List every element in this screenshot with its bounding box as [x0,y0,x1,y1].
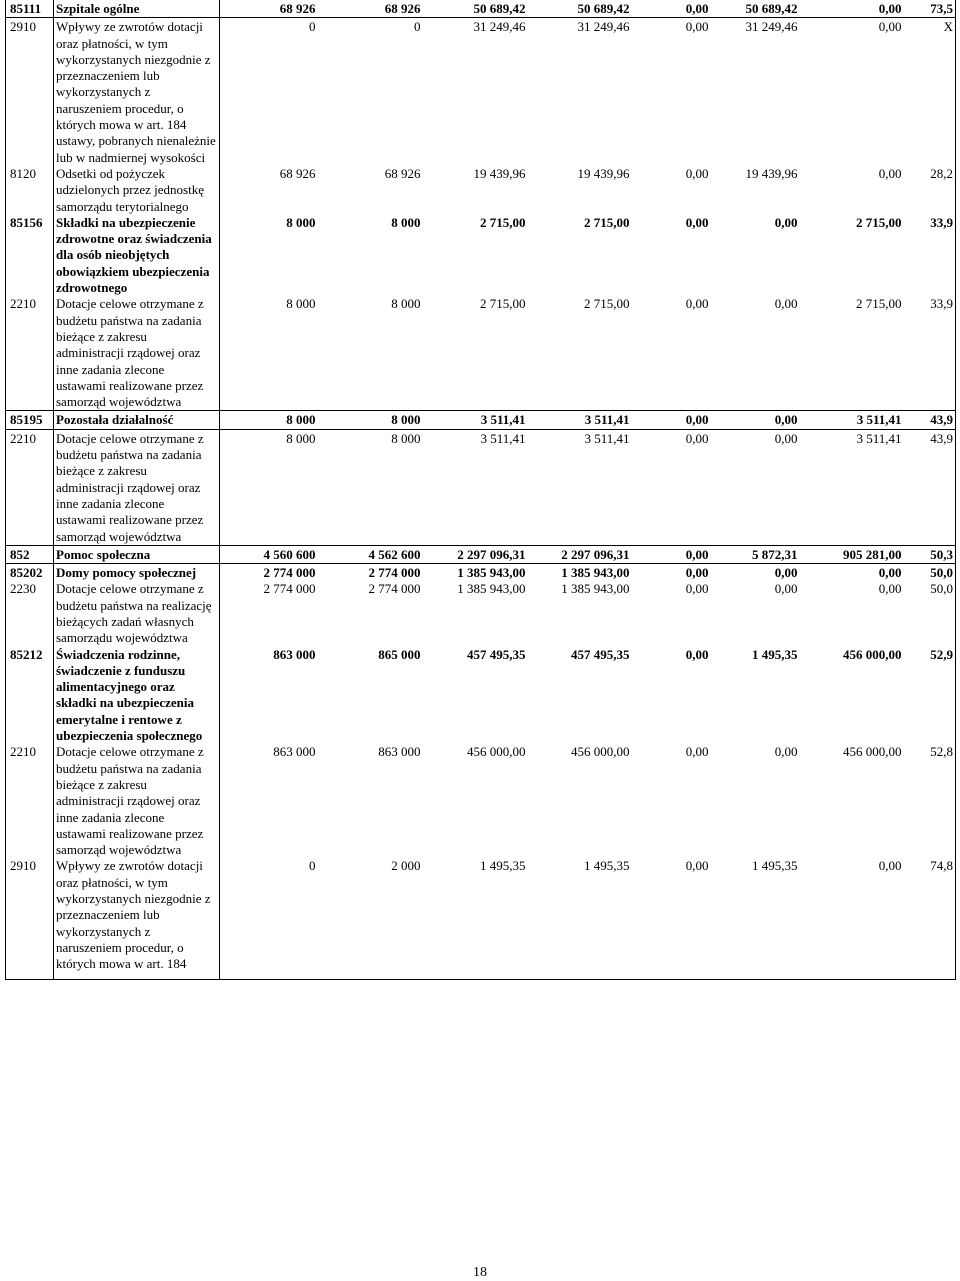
classification-code: 2210 [6,296,54,411]
classification-code: 85212 [6,647,54,745]
amount-cell: 0,00 [774,296,798,312]
amount-cell: 3 511,41 [423,429,528,545]
budget-document [5,0,955,980]
amount-cell: 8 000 [318,429,423,545]
amount-cell: 0,00 [774,581,798,597]
amount-cell: 0,00 [685,1,709,16]
amount-cell: 0,00 [685,214,709,230]
amount-cell: 52,8 [904,744,956,858]
amount-cell: 68 926 [279,165,316,181]
amount-cell: 50,3 [904,545,956,563]
classification-code: 2230 [6,581,54,646]
amount-cell: 8 000 [220,411,318,429]
amount-cell: 863 000 [378,744,421,760]
classification-code: 2910 [6,18,54,166]
amount-cell: 68 926 [384,165,421,181]
amount-cell: 2 000 [391,858,421,874]
classification-code: 85156 [6,215,54,296]
amount-cell: 2 774 000 [263,581,316,597]
amount-cell: 863 000 [273,744,316,760]
amount-cell: 4 560 600 [220,545,318,563]
item-description: Wpływy ze zwrotów dotacji oraz płatności, w tym wykorzystanych niezgodnie z przeznaczeniem lub wykorzystanych z naruszeniem procedur, o których mowa w art. 184 [54,858,220,972]
amount-cell: 2 715,00 [584,296,630,312]
amount-cell: 2 297 096,31 [423,545,528,563]
amount-cell: 0,00 [711,564,800,582]
amount-cell: 0,00 [774,744,798,760]
amount-cell: 8 000 [286,296,316,312]
amount-cell: 0,00 [878,858,902,874]
amount-cell: 0,00 [632,545,711,563]
item-description: Pomoc społeczna [54,545,220,563]
page-number: 18 [473,1265,487,1280]
amount-cell: 50 689,42 [577,1,630,16]
amount-cell: 0,00 [685,581,709,597]
amount-cell: 0,00 [711,429,800,545]
table-row [6,858,956,972]
table-row [6,0,956,18]
amount-cell: 1 385 943,00 [528,564,632,582]
amount-cell: 905 281,00 [800,545,904,563]
amount-cell: 73,5 [904,0,956,18]
amount-cell: 33,9 [904,215,956,296]
amount-cell: 0,00 [632,18,711,166]
amount-cell: 19 439,96 [577,165,630,181]
classification-code: 2910 [6,858,54,972]
item-description: Dotacje celowe otrzymane z budżetu państwa na zadania bieżące z zakresu administracji rządowej oraz inne zadania zlecone ustawami realizowane przez samorząd województwa [54,296,220,411]
amount-cell: 456 000,00 [843,744,902,760]
amount-cell: 2 715,00 [480,214,526,230]
amount-cell: 0,00 [878,165,902,181]
table-row [6,215,956,296]
table-row [6,411,956,429]
amount-cell: 0 [220,18,318,166]
amount-cell: 28,2 [904,166,956,215]
amount-cell: 0 [309,858,316,874]
amount-cell: 68 926 [384,1,421,16]
amount-cell: 3 511,41 [800,429,904,545]
amount-cell: 68 926 [279,1,316,16]
amount-cell: 0,00 [685,296,709,312]
amount-cell: 2 715,00 [480,296,526,312]
item-description: Dotacje celowe otrzymane z budżetu państwa na zadania bieżące z zakresu administracji rządowej oraz inne zadania zlecone ustawami realizowane przez samorząd województwa [54,429,220,545]
amount-cell: 0,00 [685,646,709,662]
amount-cell: X [904,18,956,166]
amount-cell: 456 000,00 [467,744,526,760]
amount-cell: 0,00 [632,564,711,582]
amount-cell: 74,8 [904,858,956,972]
amount-cell: 1 495,35 [480,858,526,874]
table-row [6,429,956,545]
amount-cell: 0,00 [800,564,904,582]
amount-cell: 50 689,42 [745,1,798,16]
table-row [6,18,956,166]
amount-cell: 8 000 [391,296,421,312]
amount-cell: 0,00 [878,581,902,597]
amount-cell: 0,00 [711,411,800,429]
classification-code: 85111 [6,0,54,18]
table-row [6,581,956,646]
amount-cell: 0,00 [685,165,709,181]
amount-cell: 0 [318,18,423,166]
amount-cell: 19 439,96 [473,165,526,181]
amount-cell: 19 439,96 [745,165,798,181]
amount-cell: 0,00 [632,411,711,429]
amount-cell: 43,9 [904,429,956,545]
table-row [6,564,956,582]
classification-code: 2210 [6,744,54,858]
amount-cell: 50,0 [904,581,956,646]
amount-cell: 2 715,00 [856,296,902,312]
table-row [6,647,956,745]
amount-cell: 5 872,31 [711,545,800,563]
amount-cell: 8 000 [286,214,316,230]
amount-cell: 2 774 000 [220,564,318,582]
budget-table [5,0,956,980]
amount-cell: 863 000 [273,646,316,662]
item-description: Odsetki od pożyczek udzielonych przez jednostkę samorządu terytorialnego [54,166,220,215]
table-row [6,296,956,411]
amount-cell: 1 385 943,00 [457,581,526,597]
amount-cell: 8 000 [220,429,318,545]
item-description: Szpitale ogólne [54,0,220,18]
amount-cell: 457 495,35 [467,646,526,662]
amount-cell: 3 511,41 [528,411,632,429]
amount-cell: 0,00 [685,858,709,874]
table-row [6,744,956,858]
amount-cell: 33,9 [904,296,956,411]
amount-cell: 2 297 096,31 [528,545,632,563]
amount-cell: 0,00 [685,744,709,760]
table-bottom-border [6,973,956,980]
amount-cell: 0,00 [878,1,902,16]
amount-cell: 3 511,41 [423,411,528,429]
amount-cell: 1 495,35 [584,858,630,874]
amount-cell: 8 000 [391,214,421,230]
amount-cell: 1 385 943,00 [423,564,528,582]
item-description: Świadczenia rodzinne, świadczenie z funduszu alimentacyjnego oraz składki na ubezpieczenia emerytalne i rentowe z ubezpieczenia społecznego [54,647,220,745]
amount-cell: 1 495,35 [752,646,798,662]
classification-code: 8120 [6,166,54,215]
classification-code: 85195 [6,411,54,429]
amount-cell: 1 495,35 [752,858,798,874]
classification-code: 85202 [6,564,54,582]
amount-cell: 8 000 [318,411,423,429]
amount-cell: 865 000 [378,646,421,662]
table-row [6,166,956,215]
amount-cell: 50 689,42 [473,1,526,16]
amount-cell: 0,00 [800,18,904,166]
amount-cell: 31 249,46 [528,18,632,166]
amount-cell: 457 495,35 [571,646,630,662]
item-description: Dotacje celowe otrzymane z budżetu państwa na zadania bieżące z zakresu administracji rządowej oraz inne zadania zlecone ustawami realizowane przez samorząd województwa [54,744,220,858]
amount-cell: 456 000,00 [843,646,902,662]
amount-cell: 4 562 600 [318,545,423,563]
budget-table-body [6,0,956,979]
amount-cell: 31 249,46 [711,18,800,166]
item-description: Składki na ubezpieczenie zdrowotne oraz świadczenia dla osób nieobjętych obowiązkiem ubezpieczenia zdrowotnego [54,215,220,296]
amount-cell: 0,00 [632,429,711,545]
amount-cell: 31 249,46 [423,18,528,166]
classification-code: 2210 [6,429,54,545]
amount-cell: 43,9 [904,411,956,429]
amount-cell: 52,9 [904,647,956,745]
item-description: Dotacje celowe otrzymane z budżetu państwa na realizację bieżących zadań własnych samorządu województwa [54,581,220,646]
item-description: Pozostała działalność [54,411,220,429]
amount-cell: 3 511,41 [528,429,632,545]
table-row [6,545,956,563]
classification-code: 852 [6,545,54,563]
amount-cell: 2 774 000 [368,581,421,597]
amount-cell: 50,0 [904,564,956,582]
amount-cell: 1 385 943,00 [561,581,630,597]
item-description: Wpływy ze zwrotów dotacji oraz płatności, w tym wykorzystanych niezgodnie z przeznaczeniem lub wykorzystanych z naruszeniem procedur, o których mowa w art. 184 ustawy, pobranych nienależnie lub w nadmiernej wysokości [54,18,220,166]
amount-cell: 0,00 [774,214,798,230]
amount-cell: 3 511,41 [800,411,904,429]
amount-cell: 456 000,00 [571,744,630,760]
item-description: Domy pomocy społecznej [54,564,220,582]
amount-cell: 2 774 000 [318,564,423,582]
amount-cell: 2 715,00 [856,214,902,230]
amount-cell: 2 715,00 [584,214,630,230]
